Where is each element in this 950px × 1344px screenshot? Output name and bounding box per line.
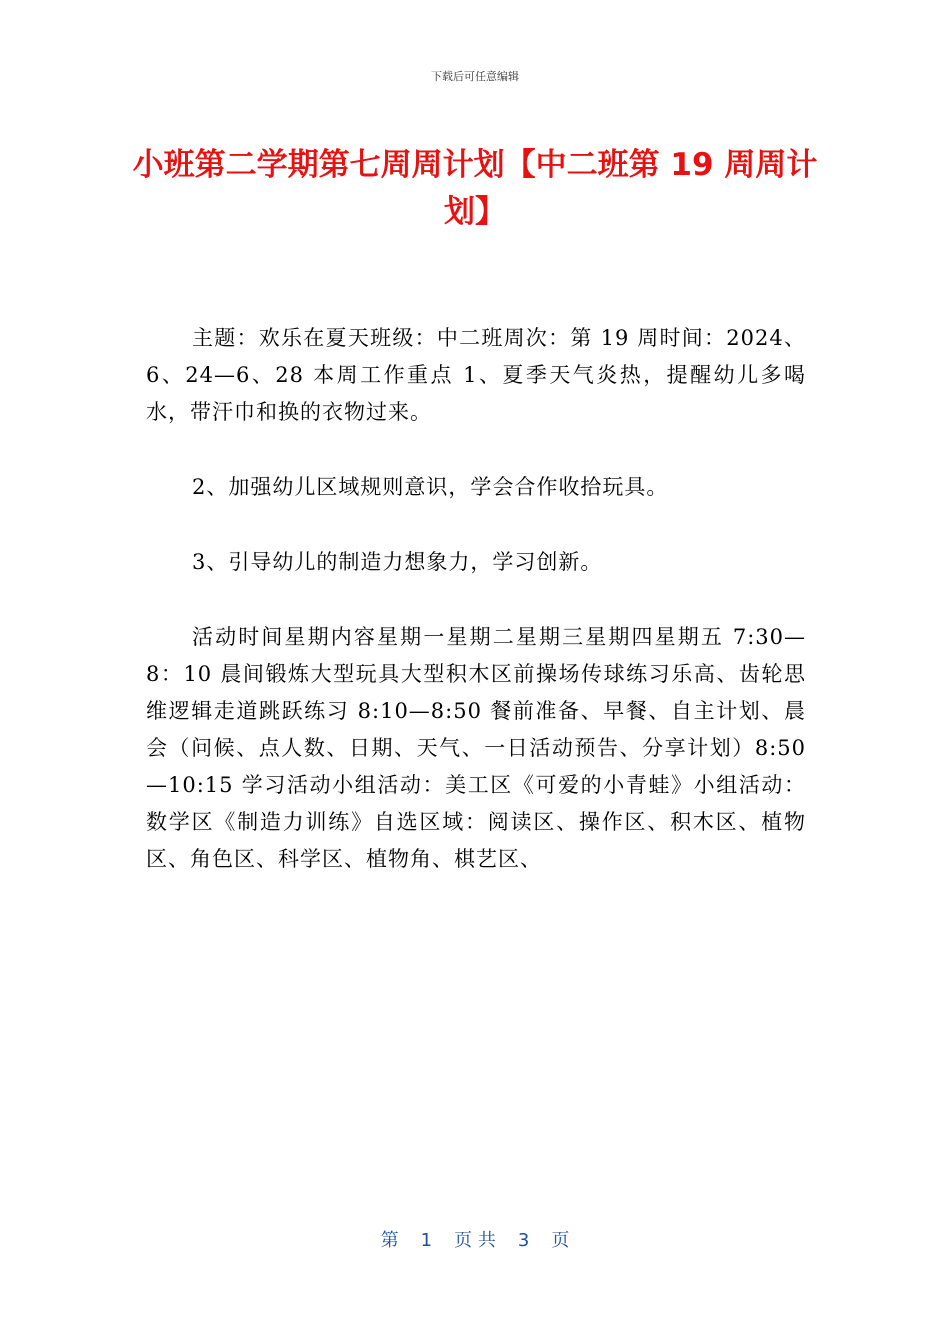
paragraph-point-3: 3、引导幼儿的制造力想象力，学习创新。 bbox=[192, 550, 603, 574]
page-footer bbox=[0, 1226, 950, 1252]
document-body bbox=[146, 320, 806, 916]
footer-total-pages: 3 bbox=[517, 1230, 530, 1251]
paragraph-theme: 主题：欢乐在夏天班级：中二班周次：第 19 周时间：2024、6、24—6、28 本周工作重点 1、夏季天气炎热，提醒幼儿多喝水，带汗巾和换的衣物过来。 bbox=[146, 326, 806, 424]
footer-prefix: 第 bbox=[380, 1230, 399, 1251]
paragraph-point-2: 2、加强幼儿区域规则意识，学会合作收拾玩具。 bbox=[192, 475, 669, 499]
document-title: 小班第二学期第七周周计划【中二班第 19 周周计划】 bbox=[132, 147, 818, 230]
footer-suffix: 页 bbox=[551, 1230, 570, 1251]
paragraph-schedule: 活动时间星期内容星期一星期二星期三星期四星期五 7:30—8：10 晨间锻炼大型玩具大型积木区前操场传球练习乐高、齿轮思维逻辑走道跳跃练习 8:10—8:50 餐前准备、早餐、自主计划、晨会（问候、点人数、日期、天气、一日活动预告、分享计划）8:50—10:15 学习活动小组活动：美工区《可爱的小青蛙》小组活动：数学区《制造力训练》自选区域：阅读区、操作区、积木区、植物区、角色区、科学区、植物角、棋艺区、 bbox=[146, 625, 806, 871]
header-note: 下载后可任意编辑 bbox=[431, 70, 519, 83]
footer-middle: 页 共 bbox=[454, 1230, 496, 1251]
footer-current-page: 1 bbox=[420, 1230, 433, 1251]
